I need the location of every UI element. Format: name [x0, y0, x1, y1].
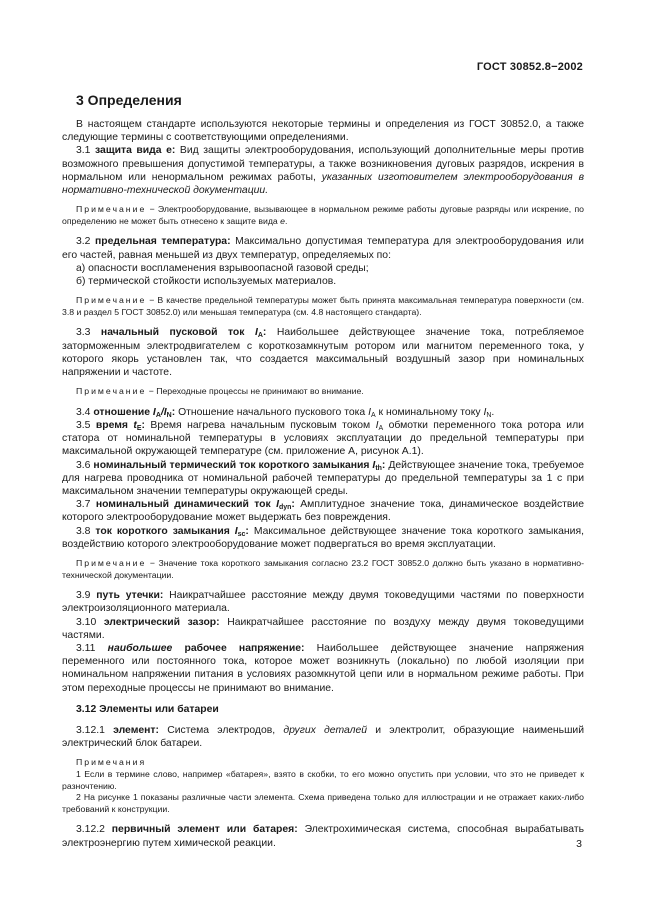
note-3-2: Примечание − В качестве предельной температуры может быть принята максимальная температура поверхности (см. 3.8 и раздел 5 ГОСТ 30852.0) или меньшая температура (см. 4.8 настоящего стандарта).	[62, 295, 584, 317]
document-body	[62, 118, 584, 850]
note-3-3: Примечание − Переходные процессы не принимают во внимание.	[76, 386, 364, 397]
definition-3-1: 3.1 защита вида е: Вид защиты электрооборудования, использующий дополнительные меры против возможного превышения допустимой температуры, а также возникновения дуговых разрядов, искрения в нормальном или ненормальном режимах работы, указанных изготовителем электрооборудования в нормативно-технической документации.	[62, 145, 584, 197]
definition-3-10: 3.10 электрический зазор: Наикратчайшее расстояние по воздуху между двумя токоведущими частями.	[62, 616, 584, 641]
definition-3-2: 3.2 предельная температура: Максимально допустимая температура для электрооборудования или его частей, равная меньшей из двух температур, определяемых по:	[62, 236, 584, 261]
note-3-12-1-item-2: 2 На рисунке 1 показаны различные части элемента. Схема приведена только для иллюстрации и не отражает каких-либо требований к конструкции.	[62, 792, 584, 814]
page-number: 3	[576, 838, 582, 850]
definition-3-2-item-b: б) термической стойкости используемых материалов.	[76, 276, 337, 288]
intro-paragraph: В настоящем стандарте используются некоторые термины и определения из ГОСТ 30852.0, а также следующие термины с соответствующими определениями.	[62, 119, 584, 144]
definition-3-7: 3.7 номинальный динамический ток $I_{dyn}$: Амплитудное значение тока, динамическое воздействие которого электрооборудование может выдержать без повреждения.	[62, 499, 584, 524]
definition-3-12-2: 3.12.2 первичный элемент или батарея: Электрохимическая система, способная вырабатывать электроэнергию путем химической реакции.	[62, 824, 584, 849]
definition-3-9: 3.9 путь утечки: Наикратчайшее расстояние между двумя токоведущими частями по поверхности электроизоляционного материала.	[62, 590, 584, 615]
section-title: 3 Определения	[76, 92, 182, 108]
note-3-12-1-item-1: 1 Если в термине слово, например «батарея», взято в скобки, то его можно опустить при условии, что это не приведет к разночтению.	[62, 769, 584, 791]
definition-3-5: 3.5 время $t_E$: Время нагрева начальным пусковым током $I_A$ обмотки переменного тока ротора или статора от номинальной температуры в условиях эксплуатации до предельной температуры при максимальной окружающей температуре (см. приложение А, рисунок А.1).	[62, 420, 584, 458]
note-3-1: Примечание − Электрооборудование, вызывающее в нормальном режиме работы дуговые разряды или искрение, по определению не может быть отнесено к защите вида е.	[62, 204, 584, 226]
definition-3-8: 3.8 ток короткого замыкания $I_{sc}$: Максимальное действующее значение тока короткого замыкания, воздействию которого электрооборудование может подвергаться во время эксплуатации.	[62, 525, 584, 550]
note-3-8: Примечание − Значение тока короткого замыкания согласно 23.2 ГОСТ 30852.0 должно быть указано в нормативно-технической документации.	[62, 558, 584, 580]
definition-3-4: 3.4 отношение $I_A/I_N$: Отношение начального пускового тока $I_A$ к номинальному току $I_N$.	[76, 406, 495, 419]
definition-3-2-item-a: а) опасности воспламенения взрывоопасной газовой среды;	[76, 262, 369, 274]
notes-3-12-1-label: Примечания	[76, 757, 147, 768]
definition-3-3: 3.3 начальный пусковой ток $I_A$: Наибольшее действующее значение тока, потребляемое заторможенным электродвигателем с короткозамкнутым ротором или магнитом переменного тока, у которого якорь установлен так, что создается максимальный воздушный зазор при номинальных напряжении и частоте.	[62, 327, 584, 379]
definition-3-11: 3.11 наибольшее рабочее напряжение: Наибольшее действующее значение напряжения переменного или постоянного тока, которое может возникнуть (локально) по любой изоляции при номинальном напряжении питания в условиях разомкнутой цепи или в нормальном режиме работы. При этом переходные процессы не принимают во внимание.	[62, 643, 585, 694]
definition-3-6: 3.6 номинальный термический ток короткого замыкания $I_{th}$: Действующее значение тока, требуемое для нагрева проводника от номинальной рабочей температуры до предельной температуры за 1 с при максимальном значении температуры окружающей среды.	[62, 459, 584, 498]
subsection-title-3-12: 3.12 Элементы или батареи	[76, 703, 219, 715]
document-header: ГОСТ 30852.8−2002	[476, 61, 583, 73]
definition-3-12-1: 3.12.1 элемент: Система электродов, других деталей и электролит, образующие наименьший электрический блок батареи.	[62, 725, 585, 750]
